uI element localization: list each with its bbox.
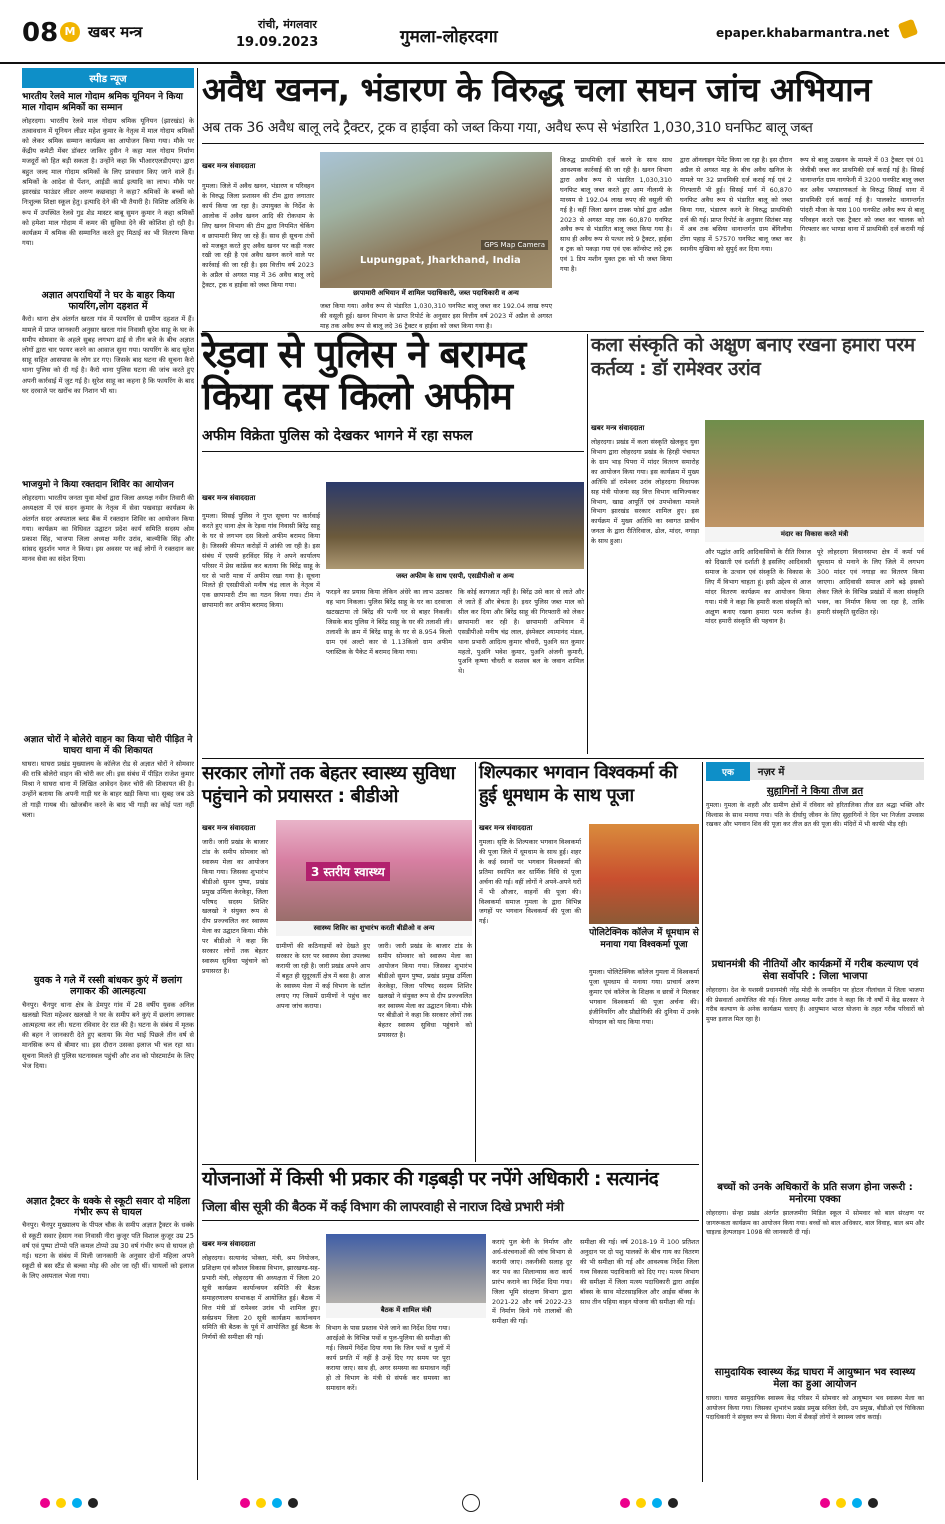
lead-col-3: किरुद्ध प्राथमिकी दर्ज करने के साथ साथ आवश्यक कार्रवाई की जा रही है। खनन विभाग द्वारा अवैध रूप से भंडारित 1,030,310 घनफिट बालू जब्त करते हुए आम नीलामी के माध्यम से 192.04 लाख रुपए की वसूली की गई है। वहीं जिला खनन टास्क फोर्स द्वारा अप्रैल 2023 से अगस्त माह तक 60,870 घनफिट अवैध रूप से भंडारित बालू जब्त किया गया है। साथ ही अवैध रूप से पत्थर लदे 9 ट्रैक्टर, हाईवा व ट्रक को पकड़ा गया एवं एक कॉन्सेप्ट लदे ट्रक एवं 1 डिप मशीन युक्त ट्रक को भी जब्त किया गया है।	[560, 156, 672, 274]
registration-marks	[0, 1490, 945, 1517]
bottom-byline: खबर मन्त्र संवाददाता	[202, 1240, 256, 1248]
brand-name: खबर मन्त्र	[88, 23, 143, 41]
ek-headline-1: सुहागिनों ने किया तीज व्रत	[766, 786, 864, 797]
lead-story	[202, 70, 924, 328]
section-title: गुमला-लोहरदगा	[400, 27, 498, 47]
opium-photo-caption: जब्त अफीम के साथ एसपी, एसडीपीओ व अन्य	[326, 569, 584, 583]
ek-headline-4: सामुदायिक स्वास्थ्य केंद्र घाघरा में आयुष्मान भव स्वास्थ्य मेला का हुआ आयोजन	[714, 1367, 916, 1390]
nazar-badge: नज़र में	[757, 767, 785, 778]
bottom-col-2: विभाग के पास प्रस्ताव भेजे जाने का निर्देश दिया गया। आरईओ के विभिन्न पथों व पुल-पुलिया की समीक्षा की गई। जिसमें निर्देश दिया गया कि जिन पथों व पुलों में कार्य प्रगति में नहीं है उन्हें दिए गए समय पर पूरा कराया जाए। साथ ही, अगर समस्या का समाधान नहीं हो तो विभाग के मंत्री से संपर्क कर समस्या का समाधान करें।	[326, 1324, 450, 1392]
section-rule	[202, 1164, 699, 1165]
ek-badge: एक	[706, 762, 750, 781]
vishwakarma-headline: शिल्पकार भगवान विश्वकर्मा की हुई धूमधाम के साथ पूजा	[479, 762, 678, 806]
lead-subheadline: अब तक 36 अवैध बालू लदे ट्रैक्टर, ट्रक व हाईवा को जब्त किया गया, अवैध रूप से भंडारित 1,030,310 घनफिट बालू जब्त	[202, 119, 813, 136]
dateline-date: 19.09.2023	[236, 35, 319, 50]
lead-photo-label: Lupungpat, Jharkhand, India	[360, 255, 521, 266]
bottom-story	[202, 1168, 699, 1480]
reg-dot	[88, 1498, 98, 1508]
lead-byline: खबर मन्त्र संवाददाता	[202, 162, 256, 170]
lead-photo-caption: छापामारी अभियान में शामिल पदाधिकारी, जब्त पदाधिकारी व अन्य	[353, 289, 519, 297]
speed-headline-5: युवक ने गले में रस्सी बांधकर कुएं में छलांग लगाकर की आत्महत्या	[34, 974, 182, 998]
health-photo-caption: स्वास्थ्य शिविर का शुभारंभ करती बीडीओ व अन्य	[276, 921, 472, 936]
pointer-icon	[898, 19, 919, 40]
polytechnic-body: गुमला। पोलिटेक्निक कॉलेज गुमला में विश्वकर्मा पूजा धूमधाम से मनाया गया। प्राचार्य अरुण कुमार एवं कॉलेज के शिक्षक व छात्रों ने मिलकर भगवान विश्वकर्मा की पूजा अर्चना की। इंजीनियरिंग और प्रौद्योगिकी की दुनिया में उनके योगदान को याद किया गया।	[589, 968, 699, 1026]
column-divider	[702, 762, 703, 1482]
speed-body-5: चैनपुर। चैनपुर थाना क्षेत्र के डेमपुर गांव में 28 वर्षीय युवक अनिल खलखो पिता महेश्वर खलखो ने घर के समीप बने कुएं में छलांग लगाकर आत्महत्या कर ली। घटना रविवार देर रात की है। घटना के संबंध में मृतक की बहन ने जानकारी देते हुए बताया कि मेरा भाई पिछले तीन वर्ष से मानसिक रूप से बीमार था। इस दौरान उसका इलाज भी चल रहा था। सूचना मिलते ही पुलिस घटनास्थल पहुंची और शव को पोस्टमार्टम के लिए भेज दिया।	[22, 1000, 197, 1070]
opium-photo	[326, 482, 584, 582]
opium-col-1: गुमला। सिसई पुलिस ने गुप्त सूचना पर कार्रवाई करते हुए थाना क्षेत्र के रेड़वा गांव निवासी बिरेंद्र साहू के घर से लगभग दस किलो अफीम बरामद किया है। जिसकी कीमत करोड़ों में आंकी जा रही है। इस संबंध में एसपी हरविंदर सिंह ने अपने कार्यालय परिसर में प्रेस कांफ्रेंस कर बताया कि बिरेंद्र साहू के घर से भारी मात्रा में अफीम रखा गया है। सूचना मिलते ही एसडीपीओ मनीष चंद्र लाल के नेतृत्व में एक छापामारी टीम का गठन किया गया। टीम ने छापामारी कर अफीम बरामद किया।	[202, 512, 320, 610]
health-photo-banner: 3 स्तरीय स्वास्थ्य	[306, 862, 390, 881]
ek-body-1: गुमला। गुमला के शहरी और ग्रामीण क्षेत्रों में रविवार को हरितालिका तीज व्रत श्रद्धा भक्ति और विश्वास के साथ मनाया गया। पति के दीर्घायु जीवन के लिए सुहागिनों ने दिन भर निर्जला उपवास रखकर और भगवान शिव की पूजा कर तीज व्रत की पूजा की। मंदिरों में भी काफी भीड़ रही।	[706, 802, 926, 829]
speed-news-tag: स्पीड न्यूज	[22, 68, 194, 88]
speed-news-column	[22, 68, 197, 1478]
vishwakarma-col-1: गुमला। सृष्टि के शिल्पकार भगवान विश्वकर्मा की पूजा जिले में धूमधाम के साथ हुई। शहर के कई स्थानों पर भगवान विश्वकर्मा की प्रतिमा स्थापित कर धार्मिक विधि से पूजा अर्चना की गई। वहीं लोगों ने अपने-अपने घरों में भी औजार, वाहनों की पूजा की। विश्वकर्मा समाज गुमला के द्वारा विभिन्न जगहों पर भगवान विश्वकर्मा की पूजा की गई।	[479, 838, 581, 926]
bottom-col-3: कराएं पुल बेनी के निर्माण और अर्ध-संरचनाओं की जांच विभाग से करायी जाए। तकनीकी सलाह दूर कर पथ का शिलान्यास करा कार्य प्रारंभ कराने का निर्देश दिया गया। जिला भूमि संरक्षण विभाग द्वारा 2021-22 और वर्ष 2022-23 में निर्माण किये गये तालाबों की समीक्षा की गई।	[492, 1238, 572, 1326]
speed-headline-4: अज्ञात चोरों ने बोलेरो वाहन का किया चोरी पीड़ित ने घाघरा थाना में की शिकायत	[23, 735, 193, 756]
speed-headline-6: अज्ञात ट्रैक्टर के धक्के से स्कूटी सवार दो महिला गंभीर रूप से घायल	[25, 1195, 191, 1218]
speed-body-3: लोहरदगा। भारतीय जनता युवा मोर्चा द्वारा जिला अध्यक्ष नवीन तिवारी की अध्यक्षता में एवं सदन कुमार के नेतृत्व में सेवा पखवाड़ा कार्यक्रम के अंतर्गत सदर अस्पताल ब्लड बैंक में रक्तदान शिविर का आयोजन किया गया। कार्यक्रम का विधिवत उद्घाटन प्रदेश कार्य समिति सदस्य ओम प्रकाश सिंह, भाजपा जिला अध्यक्ष मनीर उरांव, बाल्मीकि सिंह और सांसद सुदर्शन भगत ने किया। इस अवसर पर कई लोगों ने रक्तदान कर मानव सेवा का संदेश दिया।	[22, 494, 197, 564]
lead-col-4: द्वारा ऑनलाइन पेमेंट किया जा रहा है। इस दौरान अप्रैल से अगस्त माह के बीच अवैध खनिज के मामले पर 32 प्राथमिकी दर्ज कराई गई एवं 2 गिरफ्तारी भी हुई। सिसई मार्ग में 60,870 घनफिट अवैध रूप से भंडारित बालू को जब्त किया गया, भंडारण करने के विरुद्ध प्राथमिकी दर्ज की गई। प्राप्त रिपोर्ट के अनुसार सितंबर माह में अब तक बसिया थानान्तर्गत ग्राम बेंगिलौया टोंगा पहाड़ में 57570 घनफिट बालू जब्त कर स्थानीय मुखिया को सुपुर्द कर दिया गया।	[680, 156, 792, 254]
bottom-photo-caption: बैठक में शामिल मंत्री	[326, 1303, 486, 1318]
reg-dot	[852, 1498, 862, 1508]
reg-dot	[820, 1498, 830, 1508]
culture-photo	[705, 420, 924, 542]
reg-dot	[272, 1498, 282, 1508]
bottom-headline: योजनाओं में किसी भी प्रकार की गड़बड़ी पर नपेंगे अधिकारी : सत्यानंद	[202, 1168, 659, 1190]
bottom-subheadline: जिला बीस सूत्री की बैठक में कई विभाग की लापरवाही से नाराज दिखे प्रभारी मंत्री	[202, 1199, 564, 1215]
vishwakarma-photo	[589, 824, 699, 924]
reg-dot	[668, 1498, 678, 1508]
speed-headline-3: भाजयुमो ने किया रक्तदान शिविर का आयोजन	[22, 480, 174, 491]
opium-headline: रेड़वा से पुलिस ने बरामद किया दस किलो अफीम	[202, 332, 526, 418]
ek-nazar-column	[706, 762, 924, 1482]
health-col-2: ग्रामीणों की कठिनाइयों को देखते हुए सरकार के स्तर पर स्वास्थ्य सेवा उपलब्ध करायी जा रही है। जारी प्रखंड अपने आप में बहुत ही सुदूरवर्ती क्षेत्र में बसा है। आज के स्वास्थ्य मेला में कई विभाग के स्टॉल लगाए गए जिसमें ग्रामीणों ने पहुंच कर अपना जांच कराया।	[276, 942, 370, 1010]
speed-headline-2: अज्ञात अपराधियों ने घर के बाहर किया फायरिंग,लोग दहशत में	[41, 289, 175, 312]
bottom-col-4: समीक्षा की गई। वर्ष 2018-19 में 100 प्रतिशत अनुदान पर दो पशु पालकों के बीच गाय का वितरण की भी समीक्षा की गई और आवश्यक निर्देश जिला गव्य विकास पदाधिकारी को दिए गए। मत्स्य विभाग की समीक्षा में जिला मत्स्य पदाधिकारी द्वारा आईस बॉक्स के साथ मोटरसाइकिल और आईस बॉक्स के साथ तीन पहिया वाहन योजना की समीक्षा की गई।	[580, 1238, 699, 1306]
culture-story	[591, 334, 924, 754]
reg-dot	[56, 1498, 66, 1508]
health-headline: सरकार लोगों तक बेहतर स्वास्थ्य सुविधा पहुंचाने को प्रयासरत : बीडीओ	[202, 763, 455, 808]
brand-logo-icon: M	[60, 22, 80, 42]
health-col-1: जारी। जारी प्रखंड के बाजार टांड के समीप सोमवार को स्वास्थ्य मेला का आयोजन किया गया। जिसका शुभारंभ बीडीओ सुमन पुष्पा, प्रखंड प्रमुख उर्मिला केरकेट्टा, जिला परिषद सदस्य शिशिर खलखो ने संयुक्त रूप से दीप प्रज्ज्वलित कर स्वास्थ्य मेला का उद्घाटन किया। मौके पर बीडीओ ने कहा कि सरकार लोगों तक बेहतर स्वास्थ्य सुविधा पहुंचाने को प्रयासरत है।	[202, 838, 268, 975]
epaper-link[interactable]: epaper.khabarmantra.net	[716, 26, 890, 40]
reg-dot	[256, 1498, 266, 1508]
page-number: 08	[22, 18, 59, 48]
culture-col-2: और पद्धांत आदि आदिवासियों के रीति रिवाज को दिखाती एवं दर्शाती है इसलिए आदिवासी समाज के उत्थान एवं संस्कृति के विकास के लिए मैं विभाग चाहता हूं। इसी उद्देश्य से आज मांदर वितरण कार्यक्रम का आयोजन किया गया। मंत्री ने कहा कि हमारी कला संस्कृति को अक्षुण बनाए रखना हमारा परम कर्तव्य है। मांदर हमारी संस्कृति की पहचान है।	[705, 548, 811, 626]
reg-dot	[620, 1498, 630, 1508]
culture-byline: खबर मन्त्र संवाददाता	[591, 424, 645, 432]
health-photo	[276, 820, 472, 936]
lead-col-1: गुमला। जिले में अवैध खनन, भंडारण व परिवहन के विरुद्ध जिला प्रशासन की टीम द्वारा लगातार कार्य किया जा रहा है। उपायुक्त के निर्देश के आलोक में अवैध खनन आदि की रोकथाम के लिए खनन विभाग की टीम द्वारा नियमित चेकिंग व छापामारी किए जा रहे हैं। साथ ही सूचना तंत्रों को मजबूत करते हुए अवैध खनन पर कड़ी नजर रखी जा रही है एवं अवैध खनन करने वाले पर कार्रवाई की जा रही है। इस वित्तीय वर्ष 2023 के अप्रैल से अगस्त माह में 36 अवैध बालू लदे ट्रैक्टर, ट्रक व हाईवा को जब्त किया गया।	[202, 182, 314, 290]
lead-col-5: रूप से बालू उत्खनन के मामले में 03 ट्रैक्टर एवं 01 जेसीबी जब्त कर प्राथमिकी दर्ज कराई गई है। सिसई थानान्तर्गत ग्राम नागफेनी में 3200 घनफीट बालू जब्त कर अवैध भण्डारणकर्ता के विरुद्ध सिसई थाना में प्राथमिकी दर्ज कराई गई है। पालकोट थानान्तर्गत पांदरी मौजा के पास 100 घनफीट अवैध रूप से बालू परिवहन करते एक ट्रैक्टर को जब्त कर चालक को गिरफ्तार कर भाण्डा थाना में प्राथमिकी दर्ज करायी गई है।	[800, 156, 924, 244]
ek-body-3: लोहरदगा। सेन्हा प्रखंड अंतर्गत झालजमीरा मिडिल स्कूल में सोमवार को बाल संरक्षण पर जागरूकता कार्यक्रम का आयोजन किया गया। बच्चों को बाल अधिकार, बाल विवाह, बाल श्रम और चाइल्ड हेल्पलाइन 1098 की जानकारी दी गई।	[706, 1210, 926, 1237]
reg-dot	[868, 1498, 878, 1508]
culture-col-3: पूरे लोहरदगा विधानसभा क्षेत्र में कर्मा पर्व धूमधाम से मनाने के लिए जिले में लगभग 300 मांदर एवं नगाड़ा का वितरण किया जाएगा। आदिवासी समाज आगे बढ़े इसको लेकर जिले के विभिन्न प्रखंडों में कला संस्कृति भवन, का निर्माण किया जा रहा है, ताकि हमारी संस्कृति सुरक्षित रहे।	[817, 548, 924, 616]
gps-badge: GPS Map Camera	[481, 240, 548, 250]
speed-body-2: कैरो। थाना क्षेत्र अंतर्गत खरता गांव में फायरिंग से ग्रामीण दहशत में हैं। मामले में प्राप्त जानकारी अनुसार खरता गांव निवासी सुरेश साहू के घर के समीप सोमवार के अहले सुबह लगभग ढाई से तीन बजे के बीच अज्ञात लोगों द्वारा चार फायर करने का आवाज सुना गया। फायरिंग के बाद सुरेश साहू सहित आसपास के लोग डर गए। जिसके बाद घटना की सूचना कैरो थाना पुलिस को दी गई है। कैरो थाना पुलिस घटना की जांच करते हुए अपनी कार्रवाई में जुट गई है। सुरेश साहू का कहना है कि फायरिंग के बाद घर दरवाजे पर खरोंच का निशान भी था।	[22, 315, 197, 395]
reg-dot	[40, 1498, 50, 1508]
polytechnic-headline: पोलिटेक्निक कॉलेज में धूमधाम से मनाया गया विश्वकर्मा पूजा	[589, 928, 699, 950]
vishwakarma-byline: खबर मन्त्र संवाददाता	[479, 824, 533, 832]
ek-headline-3: बच्चों को उनके अधिकारों के प्रति सजग होना जरूरी : मनोरमा एक्का	[717, 1182, 913, 1205]
bottom-photo	[326, 1234, 486, 1318]
reg-dot	[72, 1498, 82, 1508]
lead-headline: अवैध खनन, भंडारण के विरुद्ध चला सघन जांच अभियान	[202, 70, 871, 109]
culture-col-1: लोहरदगा। प्रखंड में कला संस्कृति खेलकूद युवा विभाग द्वारा लोहरदगा प्रखंड के हिरही पंचायत के ग्राम भाड़ पिपरा में मांदर वितरण समारोह का आयोजन किया गया। इस कार्यक्रम में मुख्य अतिथि डॉ रामेश्वर उरांव लोहरदगा विधायक सह मंत्री योजना सह वित्त विभाग वाणिज्यकर विभाग, खाद्य आपूर्ति एवं उपभोक्ता मामले विभाग झारखंड सरकार शामिल हुए। इस कार्यक्रम में मुख्य अतिथि का स्वागत प्राचीन जनता के द्वारा रीतिरिवाज, ढोल, मांदर, नगाड़ा के साथ हुआ।	[591, 438, 699, 546]
culture-headline: कला संस्कृति को अक्षुण बनाए रखना हमारा परम कर्तव्य : डॉ रामेश्वर उरांव	[591, 334, 915, 380]
opium-byline: खबर मन्त्र संवाददाता	[202, 494, 256, 502]
crosshair-icon	[462, 1494, 480, 1512]
vishwakarma-story	[479, 762, 699, 1162]
column-divider	[475, 762, 476, 1162]
speed-body-4: घाघरा। घाघरा प्रखंड मुख्यालय के कॉलेज रोड से अज्ञात चोरों ने सोमवार की रात्रि बोलेरो वाहन की चोरी कर ली। इस संबंध में पीड़ित राजेश कुमार मिश्रा ने घाघरा थाना में लिखित आवेदन देकर चोरी की शिकायत की है। उन्होंने बताया कि अपनी गाड़ी घर के बाहर खड़ी किया था। सुबह जब उठे तो गाड़ी गायब थी। खोजबीन करने के बाद भी गाड़ी का कोई पता नहीं चला।	[22, 759, 197, 819]
dateline-place: रांची, मंगलवार	[258, 18, 317, 31]
speed-body-6: चैनपुर। चैनपुर मुख्यालय के पीपल चौक के समीप अज्ञात ट्रैक्टर के धक्के से स्कूटी सवार हेसाग नवा निवासी नीरा कुजूर पति विशाल कुजूर उम्र 25 वर्ष एवं पुष्पा टोप्पो पति कमल टोप्पो उम्र 30 वर्ष गंभीर रूप से घायल हो गई। घटना के संबंध में मिली जानकारी के अनुसार दोनों महिला अपने स्कूटी से बस स्टैंड से बल्का मोड़ की ओर जा रही थीं। घायलों को इलाज के लिए अस्पताल भेजा गया।	[22, 1221, 197, 1281]
lead-col-2: जब्त किया गया। अवैध रूप से भंडारित 1,030,310 घनफिट बालू जब्त कर 192.04 लाख रुपए की वसूली हुई। खनन विभाग के प्राप्त रिपोर्ट के अनुसार इस वित्तीय वर्ष 2023 में अप्रैल से अगस्त माह तक अवैध रूप से बालू लदे 36 ट्रैक्टर व हाईवा को जब्त किया गया है।	[320, 302, 552, 330]
ek-body-2: लोहरदगा। देश के यशस्वी प्रधानमंत्री नरेंद्र मोदी के जन्मदिन पर होटल नीलांचल में जिला भाजपा की प्रेसवार्ता आयोजित की गई। जिला अध्यक्ष मनीर उरांव ने कहा कि नौ वर्षों में केंद्र सरकार ने गरीब कल्याण के अनेक कार्यक्रम चलाए हैं। आयुष्मान भारत योजना के तहत गरीब परिवारों को मुफ्त इलाज मिल रहा है।	[706, 987, 926, 1023]
culture-photo-caption: मंदार का विकास करते मंत्री	[705, 527, 924, 542]
opium-col-3: कि कोई कागजात नहीं है। बिरेंद्र उसे कार से लाते और ले जाते हैं और बेचता है। इधर पुलिस जब्त माल को सील कर दिया और बिरेंद्र साहू की गिरफ्तारी को लेकर छापामारी कर रही है। छापामारी अभियान में एसडीपीओ मनीष चंद्र लाल, इंस्पेक्टर श्यामानंद मंडल, थाना प्रभारी आदित्य कुमार चौधरी, पुअनि सत कुमार महतो, पुअनि भवेश कुमार, पुअनि अंजनी कुमारी, पुअनि कृष्णा चौधरी व सशस्त्र बल के जवान शामिल थे।	[458, 588, 584, 676]
section-rule	[202, 758, 924, 759]
reg-dot	[652, 1498, 662, 1508]
health-byline: खबर मन्त्र संवाददाता	[202, 824, 256, 832]
reg-dot	[836, 1498, 846, 1508]
reg-dot	[240, 1498, 250, 1508]
opium-subheadline: अफीम विक्रेता पुलिस को देखकर भागने में रहा सफल	[202, 427, 473, 444]
column-divider	[197, 68, 198, 1480]
page-header	[0, 0, 945, 64]
reg-dot	[288, 1498, 298, 1508]
health-story	[202, 762, 472, 1162]
opium-story	[202, 334, 584, 754]
speed-body-1: लोहरदगा। भारतीय रेलवे माल गोदाम श्रमिक यूनियन (झारखंड) के तत्वावधान में यूनियन लीडर महेश कुमार के नेतृत्व में माल गोदाम श्रमिकों को लेकर श्रमिक सम्मान कार्यक्रम का आयोजन किया गया। मौके पर केंद्रीय कमेटी मेंबर डॉक्टर जाकिर हुसैन ने कहा माल गोदाम निर्माण मजदूरों को हित बड़ी सकता है। उन्होंने कहा कि भीआरएलडीएमए। द्वारा बहुत जल्द माल गोदाम श्रमिकों के लिए प्रावधान किए जाने वाले हैं। श्रमिकों के आदेश से पेंशन, आईडी कार्ड इत्यादि का लाभ। मौके पर झारखंड फाउंडर लीडर अरुण कछवाहा ने कहा? श्रमिकों के बच्चों को निःशुल्क शिक्षा स्कूल हेतु। इत्यादि देने की भी तैयारी है। विशिष्ट अतिथि के रूप में उपस्थित रेलवे गुड शेड मास्टर बाबू सुमन कुमार ने कहा श्रमिकों को हमेशा माल गोदाम में कमर की सुविधा देने की कोशिश हो रही है। कार्यक्रम में श्रमिक की सम्मानित करते हुए मिठाई का भी वितरण किया गया।	[22, 116, 197, 248]
ek-headline-2: प्रधानमंत्री की नीतियों और कार्यक्रमों में गरीब कल्याण एवं सेवा सर्वोपरि : जिला भाजपा	[711, 959, 919, 982]
health-col-2b: जारी। जारी प्रखंड के बाजार टांड के समीप सोमवार को स्वास्थ्य मेला का आयोजन किया गया। जिसका शुभारंभ बीडीओ सुमन पुष्पा, प्रखंड प्रमुख उर्मिला केरकेट्टा, जिला परिषद सदस्य शिशिर खलखो ने संयुक्त रूप से दीप प्रज्ज्वलित कर स्वास्थ्य मेला का उद्घाटन किया। मौके पर बीडीओ ने कहा कि सरकार लोगों तक बेहतर स्वास्थ्य सुविधा पहुंचाने को प्रयासरत है।	[378, 942, 472, 1040]
ek-nazar-banner	[706, 762, 924, 780]
ek-body-4: घाघरा। घाघरा सामुदायिक स्वास्थ्य केंद्र परिसर में सोमवार को आयुष्मान भव स्वास्थ्य मेला का आयोजन किया गया। जिसका शुभारंभ प्रखंड प्रमुख सविता देवी, उप प्रमुख, बीडीओ एवं चिकित्सा पदाधिकारी ने संयुक्त रूप से किया। मेला में सैकड़ों लोगों ने स्वास्थ्य जांच कराई।	[706, 1395, 926, 1422]
lead-photo	[320, 152, 552, 288]
opium-col-2: फरड़ने का प्रयास किया लेकिन अंधेरे का लाभ उठाकर वह भाग निकला। पुलिस बिरेंद्र साहू के घर का दरवाजा खटखटाया तो बिरेंद्र की पत्नी घर से बाहर निकली। जिसके बाद पुलिस ने बिरेंद्र साहू के घर की तलाशी ली। तलाशी के क्रम में बिरेंद्र साहू के घर से 8.954 किलो ग्राम एवं अल्टो कार से 1.13किलो ग्राम अफीम प्लास्टिक के पैकेट में बरामद किया गया।	[326, 588, 452, 656]
bottom-col-1: लोहरदगा। सत्यानंद भोक्ता, मंत्री, श्रम नियोजन, प्रशिक्षण एवं कौशल विकास विभाग, झारखण्ड-सह-प्रभारी मंत्री, लोहरदगा की अध्यक्षता में जिला 20 सूत्री कार्यक्रम कार्यान्वयन समिति की बैठक समाहरणालय सभाकक्ष में आयोजित हुई। बैठक में वित्त मंत्री डॉ रामेश्वर उरांव भी शामिल हुए। सर्वप्रथम जिला 20 सूत्री कार्यक्रम कार्यान्वयन समिति की बैठक के पूर्व में आयोजित हुई बैठक के निर्णयों की समीक्षा की गई।	[202, 1254, 320, 1342]
speed-headline-1: भारतीय रेलवे माल गोदाम श्रमिक यूनियन ने किया माल गोदाम श्रमिकों का सम्मान	[22, 92, 183, 113]
reg-dot	[636, 1498, 646, 1508]
column-divider	[587, 334, 588, 754]
lead-rule	[202, 143, 924, 144]
